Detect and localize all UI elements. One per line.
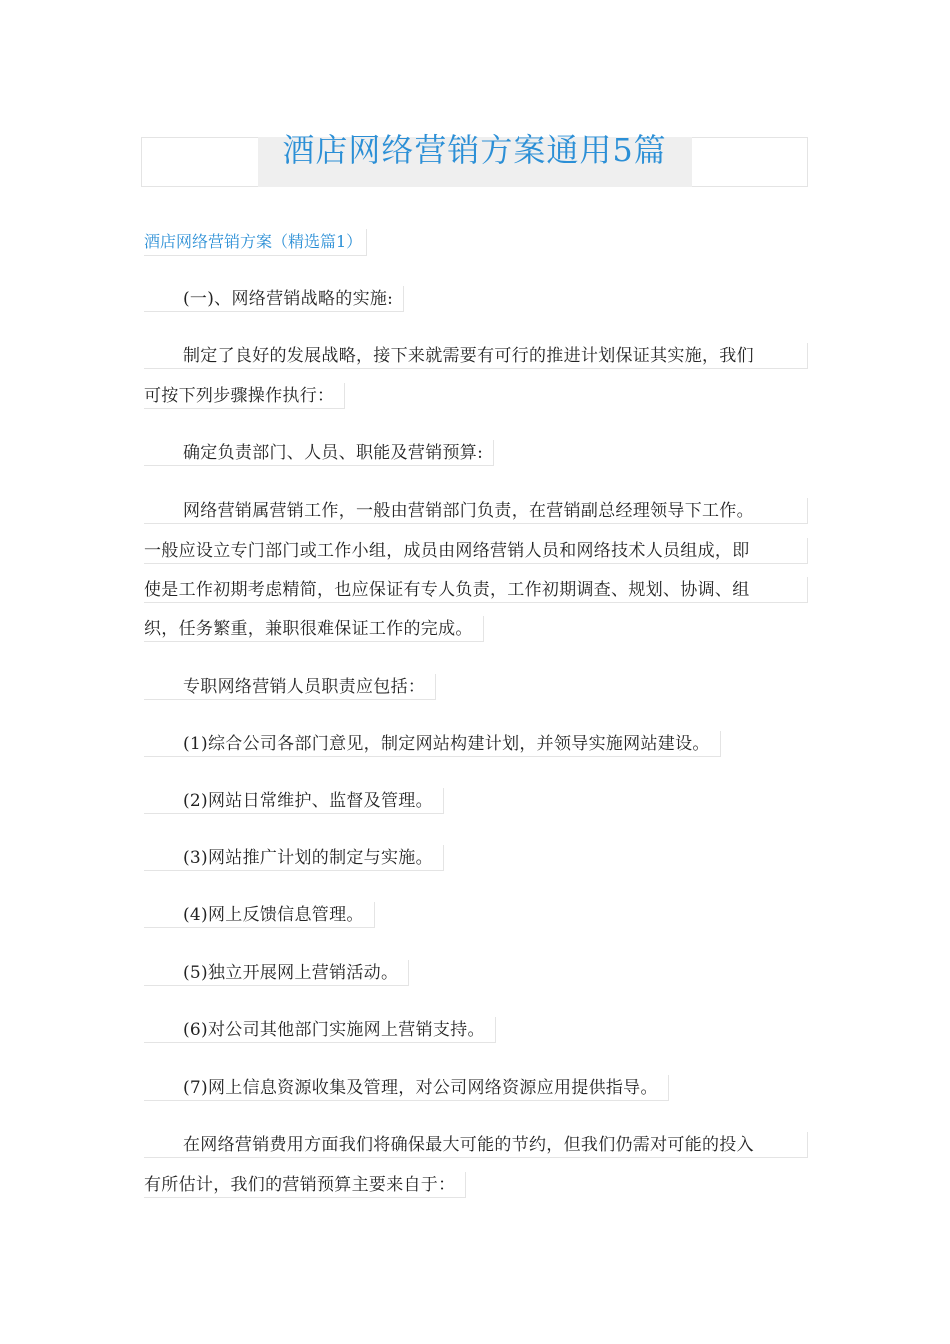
paragraph-line: 专职网络营销人员职责应包括： xyxy=(144,674,436,700)
paragraph-line: (一)、网络营销战略的实施: xyxy=(144,286,404,312)
section-heading: 酒店网络营销方案（精选篇1） xyxy=(144,229,367,256)
paragraph-line: 制定了良好的发展战略，接下来就需要有可行的推进计划保证其实施，我们 xyxy=(144,343,808,369)
list-item: (5)独立开展网上营销活动。 xyxy=(144,960,409,986)
list-item: (7)网上信息资源收集及管理，对公司网络资源应用提供指导。 xyxy=(144,1075,669,1101)
list-item: (6)对公司其他部门实施网上营销支持。 xyxy=(144,1017,496,1043)
list-item: (2)网站日常维护、监督及管理。 xyxy=(144,788,444,814)
paragraph-line: 确定负责部门、人员、职能及营销预算: xyxy=(144,440,494,466)
list-item: (4)网上反馈信息管理。 xyxy=(144,902,375,928)
paragraph-line: 一般应设立专门部门或工作小组，成员由网络营销人员和网络技术人员组成，即 xyxy=(144,538,808,564)
paragraph-line: 在网络营销费用方面我们将确保最大可能的节约，但我们仍需对可能的投入 xyxy=(144,1132,808,1158)
paragraph-line: 可按下列步骤操作执行： xyxy=(144,383,345,409)
paragraph-line: 使是工作初期考虑精简，也应保证有专人负责，工作初期调查、规划、协调、组 xyxy=(144,577,808,603)
paragraph-line: 织，任务繁重，兼职很难保证工作的完成。 xyxy=(144,616,484,642)
document-title: 酒店网络营销方案通用5篇 xyxy=(282,131,667,169)
list-item: (1)综合公司各部门意见，制定网站构建计划，并领导实施网站建设。 xyxy=(144,731,721,757)
paragraph-line: 网络营销属营销工作，一般由营销部门负责，在营销副总经理领导下工作。 xyxy=(144,498,808,524)
list-item: (3)网站推广计划的制定与实施。 xyxy=(144,845,444,871)
paragraph-line: 有所估计，我们的营销预算主要来自于： xyxy=(144,1172,466,1198)
